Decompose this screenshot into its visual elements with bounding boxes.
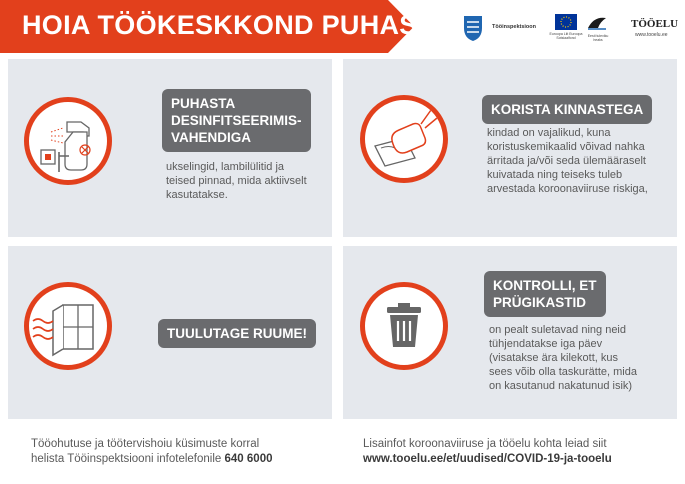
- partner-logos: [462, 12, 679, 46]
- tip-panel-disinfect: [8, 59, 332, 237]
- eu-flag-icon: [555, 14, 577, 30]
- tip-title-disinfect: PUHASTA DESINFITSEERIMIS- VAHENDIGA: [162, 89, 311, 152]
- tip-desc-trash-bins: on pealt suletavad ning neid tühjendatakse iga päev (visatakse ära kilekott, kus sees võib olla taskurätte, mida on kasutanud nakatunud isik): [489, 324, 637, 392]
- tip-panel-trash-bins: [343, 246, 677, 419]
- footer-more-info: Lisainfot koroonaviiruse ja tööelu kohta leiad siit www.tooelu.ee/et/uudised/COVID-19-ja-tooelu: [363, 438, 612, 465]
- ministry-bird-icon: [586, 14, 608, 32]
- estonian-crest-icon: [462, 14, 484, 42]
- ministry-logo-text: Eesti tuleviku heaks: [587, 34, 609, 42]
- footer-helpline: Tööohutuse ja töötervishoiu küsimuste korral helista Tööinspektsiooni infotelefonile 640 6000: [31, 438, 273, 465]
- tip-desc-disinfect: ukselingid, lambilülitid ja teised pinnad, mida aktiivselt kasutatakse.: [166, 161, 307, 201]
- more-info-link[interactable]: www.tooelu.ee/et/uudised/COVID-19-ja-tooelu: [363, 453, 612, 465]
- tooelu-logo-url: www.tooelu.ee: [635, 32, 668, 38]
- tip-title-gloves: KORISTA KINNASTEGA: [482, 95, 652, 124]
- tip-desc-gloves: kindad on vajalikud, kuna koristuskemikaalid võivad nahka ärritada ja/või seda ülemääraselt kuivatada ning teiseks tuleb arvestada koroonaviiruse riskiga,: [487, 127, 648, 195]
- spray-bottle-icon: [24, 97, 112, 185]
- tip-panel-gloves: [343, 59, 677, 237]
- open-window-icon: [24, 282, 112, 370]
- tip-title-trash-bins: KONTROLLI, ET PRÜGIKASTID: [484, 271, 606, 317]
- tooinspektsioon-logo-text: Tööinspektsioon: [492, 24, 536, 30]
- tip-panel-ventilate: [8, 246, 332, 419]
- header-banner: [0, 0, 427, 53]
- tooelu-logo: TÖÖELU: [631, 18, 679, 30]
- page-title: HOIA TÖÖKESKKOND PUHAS!: [22, 10, 427, 40]
- helpline-phone: 640 6000: [224, 453, 273, 465]
- gloved-hand-icon: [360, 95, 448, 183]
- tip-title-ventilate: TUULUTAGE RUUME!: [158, 319, 316, 348]
- eu-logo-text: Euroopa Liit Euroopa Sotsiaalfond: [549, 32, 583, 40]
- trash-bin-icon: [360, 282, 448, 370]
